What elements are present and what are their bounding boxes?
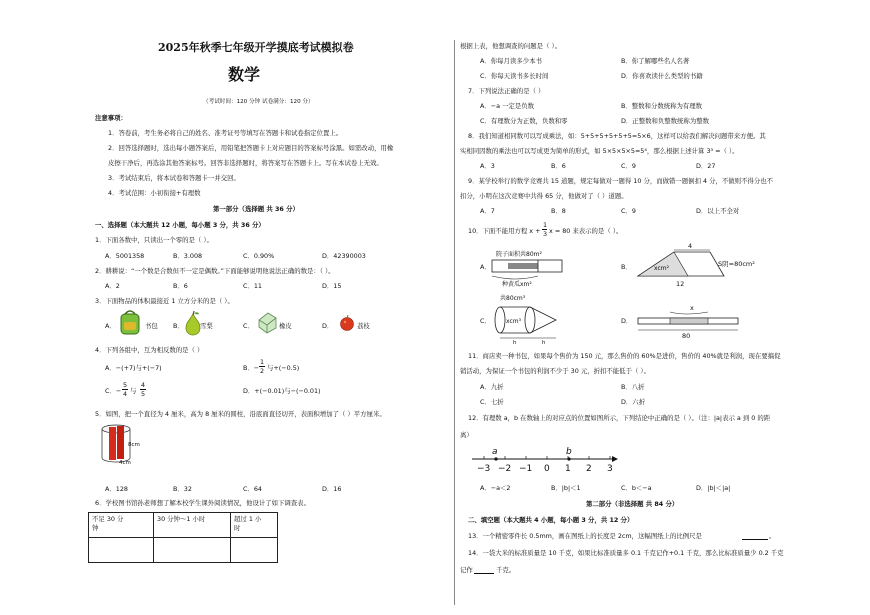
q9-option-a: A．7 [480, 207, 495, 215]
q10-stem-b: x = 80 来表示的是（ ）。 [549, 227, 623, 235]
q10-figure-a [490, 242, 570, 288]
q14-answer-blank[interactable] [474, 566, 494, 574]
number-line-figure [470, 444, 620, 474]
q6-option-b: B．你了解哪些名人名著 [621, 57, 690, 65]
q5-stem: 5．如图，把一个直径为 4 厘米，高为 8 厘米的圆柱，沿底面直径切开，表面积增加了（ ）平方厘米。 [95, 410, 386, 418]
q2-option-d: D．15 [322, 282, 342, 290]
q12-option-a: A．−a＜2 [480, 484, 511, 492]
svg-text:院子面积共80m²: 院子面积共80m² [496, 251, 542, 258]
exam-info: （考试时间：120 分钟 试卷满分：120 分） [203, 99, 314, 105]
q11-option-d: D．六折 [621, 398, 646, 406]
q2-option-c: C．11 [243, 282, 262, 290]
q10-figure-b [628, 240, 758, 290]
svg-text:−1: −1 [519, 464, 533, 474]
survey-cell-empty [89, 538, 154, 563]
q6-option-d: D．你喜欢读什么类型的书籍 [621, 72, 703, 80]
q4-option-c-den1: 4 [123, 390, 128, 398]
q7-option-a: A．−a 一定是负数 [480, 102, 535, 110]
q10-option-b: B． [621, 263, 632, 271]
q7-option-b: B．整数和分数统称为有理数 [621, 102, 703, 110]
q8-option-a: A．3 [480, 162, 495, 170]
q3-option-a: A． [105, 322, 116, 330]
q9-option-c: C．9 [621, 207, 636, 215]
q14-line-2b: 千克。 [496, 566, 516, 574]
q6-stem: 6．学校图书馆孙老师想了解本校学生课外阅读情况，他设计了如下调查表。 [95, 499, 310, 507]
q11-line-1: 11．商店卖一种书包，如果每个售价为 150 元，那么售价的 60%是进价，售价的 40%就是利润，现在要搞促 [468, 352, 781, 360]
q9-option-b: B．8 [551, 207, 566, 215]
svg-text:−3: −3 [477, 464, 491, 474]
notice-item-3: 3．考试结束后，将本试卷和答题卡一并交回。 [108, 174, 240, 182]
q7-stem: 7．下列说法正确的是（ ） [468, 87, 545, 95]
svg-text:h: h [542, 340, 546, 344]
svg-text:−2: −2 [498, 464, 512, 474]
q3-stem: 3．下面物品的体积最接近 1 立方分米的是（ ）。 [95, 297, 234, 305]
cylinder-figure [98, 422, 142, 466]
q12-line-1: 12．有理数 a，b 在数轴上的对应点的位置如图所示，下列结论中正确的是（ ）。（注：|a|表示 a 到 0 的距 [468, 414, 771, 422]
q5-option-c: C．64 [243, 485, 262, 493]
q9-line-1: 9．某学校举行的数学竞赛共 15 道题，规定每做对一题得 10 分，而做错一题倒扣 4 分，不做则不得分也不 [468, 177, 773, 185]
q12-option-c: C．b＜−a [621, 484, 652, 492]
q12-line-2: 离） [460, 431, 473, 439]
q8-option-d: D．27 [696, 162, 716, 170]
q5-label-diameter: 4cm [119, 460, 131, 466]
q4-option-b: B．− [243, 364, 260, 372]
q3-option-d: D． [322, 322, 334, 330]
q4-option-c-num1: 5 [123, 381, 128, 389]
survey-cell-3: 超过 1 小 时 [231, 513, 278, 538]
q6-option-a: A．你每月读多少本书 [480, 57, 542, 65]
q1-option-c: C．0.90% [243, 252, 275, 260]
q4-stem: 4．下列各组中，互为相反数的是（ ） [95, 346, 204, 354]
survey-cell-2: 30 分钟～1 小时 [154, 513, 231, 538]
q8-option-c: C．9 [621, 162, 636, 170]
notice-item-2-cont: 皮擦干净后，再选涂其他答案标号。回答非选择题时，将答案写在答题卡上。写在本试卷上无效。 [108, 159, 383, 167]
svg-text:1: 1 [565, 464, 571, 474]
q8-option-b: B．6 [551, 162, 566, 170]
q9-line-2: 扣分，小明在这次竞赛中共得 65 分，他做对了（ ）道题。 [460, 192, 628, 200]
q10-option-d: D． [621, 317, 633, 325]
q13-answer-blank[interactable] [742, 532, 768, 540]
svg-text:a: a [492, 447, 498, 457]
part2-section: 二、填空题（本大题共 4 小题，每小题 3 分，共 12 分） [468, 516, 634, 524]
part1-section: 一、选择题（本大题共 12 小题，每小题 3 分，共 36 分） [95, 221, 265, 229]
svg-text:3: 3 [607, 464, 613, 474]
q3-option-d-label: 荔枝 [357, 322, 370, 330]
column-divider [454, 40, 455, 605]
q10-stem-a: 10．下面不能用方程 x + [468, 227, 541, 235]
q4-option-c-den2: 5 [141, 390, 146, 398]
svg-text:h: h [513, 340, 517, 344]
q12-option-d: D．|b|＜|a| [696, 484, 731, 492]
q8-line-2: 实相同因数的乘法也可以写成更为简单的形式，如 5×5×5×5=5⁴，那么根据上述计算 3³ =（ ）。 [460, 147, 739, 155]
q4-option-a: A．−(+7)与+(−7) [105, 364, 162, 372]
left-column [60, 40, 445, 610]
q5-label-height: 8cm [128, 442, 140, 448]
survey-table [88, 512, 278, 563]
q10-figure-d [630, 302, 750, 340]
q6-cont: 根据上表，他想调查的问题是（ ）。 [460, 42, 562, 50]
q2-option-a: A．2 [105, 282, 120, 290]
svg-text:共80cm³: 共80cm³ [500, 295, 526, 302]
survey-cell-empty [154, 538, 231, 563]
q14-line-1: 14．一袋大米的标准质量是 10 千克，如果比标准质量多 0.1 千克记作+0.1 千克，那么比标准质量少 0.2 千克 [468, 549, 784, 557]
q3-option-c-label: 橡皮 [279, 322, 292, 330]
q1-option-b: B．3.008 [173, 252, 203, 260]
q2-option-b: B．6 [173, 282, 188, 290]
svg-text:S阴=80cm²: S阴=80cm² [718, 260, 755, 268]
svg-text:4: 4 [688, 242, 693, 250]
q4-option-c: C．− [105, 387, 122, 395]
notice-item-2: 2．回答选择题时，选出每小题答案后，用铅笔把答题卡上对应题目的答案标号涂黑。如需改动，用橡 [108, 144, 394, 152]
q13-text: 13．一个精密零件长 0.5mm，画在图纸上的长度是 2cm，这幅图纸上的比例尺是 [468, 532, 702, 540]
q6-option-c: C．你每天读书多长时间 [480, 72, 549, 80]
backpack-icon [117, 308, 143, 336]
lychee-icon [339, 315, 355, 331]
q5-option-b: B．32 [173, 485, 192, 493]
svg-text:0: 0 [544, 464, 550, 474]
svg-text:种黄瓜xm²: 种黄瓜xm² [502, 281, 532, 288]
q12-option-b: B．|b|＜1 [551, 484, 581, 492]
q7-option-c: C．有理数分为正数，负数和零 [480, 117, 568, 125]
q1-option-a: A．5001358 [105, 252, 145, 260]
q3-option-b-label: 雪梨 [200, 322, 213, 330]
q7-option-d: D．正整数和负整数统称为整数 [621, 117, 709, 125]
q3-option-b: B． [173, 322, 184, 330]
exam-title: 2025年秋季七年级开学摸底考试模拟卷 [158, 41, 354, 54]
q3-option-a-label: 书包 [145, 322, 158, 330]
q1-option-d: D．42390003 [322, 252, 366, 260]
notice-item-4: 4．考试范围：小初衔接+有理数 [108, 189, 201, 197]
q4-option-c-num2: 4 [141, 381, 146, 389]
notice-heading: 注意事项： [95, 114, 127, 122]
survey-cell-1: 不足 30 分 钟 [89, 513, 154, 538]
q11-line-2: 销活动，为保证一个书包的利润不少于 30 元，折扣不能低于（ ）。 [460, 367, 650, 375]
q10-figure-c [490, 292, 590, 344]
q10-option-a: A． [480, 263, 491, 271]
svg-text:12: 12 [676, 280, 685, 288]
q10-frac-num: 1 [543, 221, 548, 229]
svg-text:x: x [690, 304, 694, 312]
svg-text:2: 2 [586, 464, 592, 474]
q4-option-b-den: 2 [260, 367, 265, 375]
q3-option-c: C． [243, 322, 254, 330]
svg-text:xcm³: xcm³ [506, 318, 521, 325]
q8-line-1: 8．我们知道相同数可以写成乘法，如：5+5+5+5+5+5=5×6，这样可以给我们解决问题带来方便。其 [468, 132, 766, 140]
notice-item-1: 1．答卷前，考生务必将自己的姓名、准考证号等填写在答题卡和试卷指定位置上。 [108, 129, 343, 137]
q10-option-c: C． [480, 317, 491, 325]
svg-text:xcm²: xcm² [654, 265, 669, 272]
q4-option-c-mid: 与 [130, 387, 137, 395]
survey-cell-empty [231, 538, 278, 563]
q14-line-2a: 记作 [460, 566, 473, 574]
right-column [460, 40, 863, 610]
q11-option-a: A．九折 [480, 383, 504, 391]
q4-option-d: D．+(−0.01)与−(−0.01) [243, 387, 321, 395]
eraser-icon [256, 310, 278, 334]
q9-option-d: D．以上不全对 [696, 207, 740, 215]
svg-text:80: 80 [682, 332, 691, 340]
q4-option-b-tail: 与+(−0.5) [267, 364, 300, 372]
q2-stem: 2．耕耕说：“一个数是合数但不一定是偶数。”下面能够说明他说法正确的数是：（ ）。 [95, 267, 335, 275]
q4-option-b-num: 1 [260, 358, 265, 366]
part1-heading: 第一部分（选择题 共 36 分） [213, 205, 299, 213]
q11-option-c: C．七折 [480, 398, 504, 406]
q1-stem: 1．下面各数中，只读出一个零的是（ ）。 [95, 236, 213, 244]
svg-text:b: b [566, 447, 572, 457]
q13-end: 。 [769, 532, 776, 540]
q10-frac-den: 3 [543, 230, 548, 238]
subject-title: 数学 [228, 65, 261, 84]
part2-heading: 第二部分（非选择题 共 84 分） [586, 500, 679, 508]
q11-option-b: B．八折 [621, 383, 645, 391]
q5-option-d: D．16 [322, 485, 342, 493]
q5-option-a: A．128 [105, 485, 128, 493]
